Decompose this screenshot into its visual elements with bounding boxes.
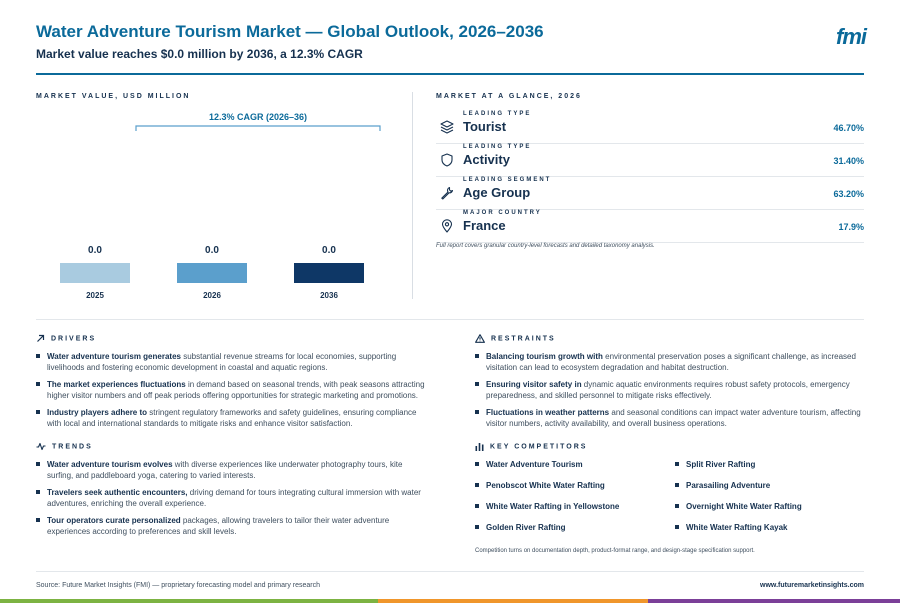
glance-name: Tourist	[463, 119, 507, 134]
column-divider	[412, 92, 413, 299]
glance-row-type	[436, 111, 864, 144]
competitor-item: Split River Rafting	[675, 460, 755, 469]
trend-line-icon	[36, 442, 46, 451]
map-pin-icon	[440, 219, 454, 233]
arrow-up-right-icon	[36, 334, 45, 343]
layers-icon	[440, 120, 454, 134]
page-subtitle: Market value reaches $0.0 million by 2036, a 12.3% CAGR	[36, 47, 363, 61]
source-note: Source: Future Market Insights (FMI) — proprietary forecasting model and primary research	[36, 582, 320, 589]
bar-2026	[177, 263, 247, 283]
footer-band-purple	[648, 599, 900, 603]
trends-list	[36, 459, 426, 543]
competitor-item: Water Adventure Tourism	[475, 460, 583, 469]
bar-2025	[60, 263, 130, 283]
competitor-item: Golden River Rafting	[475, 523, 566, 532]
glance-row-segment	[436, 177, 864, 210]
page-title: Water Adventure Tourism Market — Global Outlook, 2026–2036	[36, 22, 544, 41]
market-value-label: MARKET VALUE, USD MILLION	[36, 93, 191, 100]
competitor-item: Penobscot White Water Rafting	[475, 481, 605, 490]
competitors-heading	[475, 442, 587, 451]
competitor-item: White Water Rafting in Yellowstone	[475, 502, 619, 511]
footer-divider	[36, 571, 864, 572]
restraints-heading	[475, 334, 556, 343]
section-divider	[36, 319, 864, 320]
bar-value-label: 0.0	[322, 245, 336, 256]
glance-share: 31.40%	[833, 156, 864, 166]
fmi-logo[interactable]: fmi	[836, 24, 866, 49]
glance-note: Full report covers granular country-level forecasts and detailed taxonomy analysis.	[436, 243, 655, 249]
footer-band-green	[0, 599, 378, 603]
glance-share: 63.20%	[833, 189, 864, 199]
trends-label: TRENDS	[52, 443, 93, 451]
list-item: Balancing tourism growth with environmental preservation poses a significant challenge, as increased visitation can lead to ecosystem degradation and habitat destruction.	[475, 351, 867, 373]
list-item: The market experiences fluctuations in demand based on seasonal trends, with peak seasons attracting higher visitor numbers and off peak periods offering opportunities for strategic marketing and promotions.	[36, 379, 426, 401]
competitor-item: White Water Rafting Kayak	[675, 523, 788, 532]
drivers-heading	[36, 334, 96, 343]
glance-share: 46.70%	[833, 123, 864, 133]
glance-share: 17.9%	[838, 222, 864, 232]
list-item: Travelers seek authentic encounters, driving demand for tours integrating cultural immersion with water adventures, enriching the overall experience.	[36, 487, 426, 509]
trends-heading	[36, 442, 93, 451]
drivers-list	[36, 351, 426, 435]
footer-band-orange	[378, 599, 648, 603]
bar-value-label: 0.0	[205, 245, 219, 256]
glance-kicker: LEADING SEGMENT	[463, 177, 552, 183]
list-item: Fluctuations in weather patterns and seasonal conditions can impact water adventure tourism, affecting visitor numbers, activity availability, and overall business operations.	[475, 407, 867, 429]
competitors-note: Competition turns on documentation depth, product-format range, and design-stage specification support.	[475, 548, 755, 554]
glance-name: Age Group	[463, 185, 531, 200]
drivers-label: DRIVERS	[51, 335, 97, 343]
glance-name: France	[463, 218, 506, 233]
wrench-icon	[440, 186, 454, 200]
x-tick-label: 2026	[203, 291, 221, 300]
list-item: Ensuring visitor safety in dynamic aquatic environments requires robust safety protocols, emergency preparedness, and skilled personnel to mitigate risks effectively.	[475, 379, 867, 401]
shield-icon	[440, 153, 454, 167]
restraints-label: RESTRAINTS	[491, 335, 556, 343]
website-link[interactable]: www.futuremarketinsights.com	[760, 582, 864, 589]
glance-label: MARKET AT A GLANCE, 2026	[436, 93, 582, 100]
cagr-label: 12.3% CAGR (2026–36)	[208, 112, 308, 122]
competitors-label: KEY COMPETITORS	[490, 443, 588, 451]
bar-chart-icon	[475, 442, 484, 451]
cagr-bracket	[136, 126, 380, 131]
glance-kicker: MAJOR COUNTRY	[463, 210, 542, 216]
list-item: Industry players adhere to stringent regulatory frameworks and safety guidelines, ensuring compliance with local and international standards to mitigate risks and enhance visitor satisfaction.	[36, 407, 426, 429]
glance-kicker: LEADING TYPE	[463, 144, 532, 150]
list-item: Water adventure tourism generates substantial revenue streams for local economies, supporting livelihoods and fostering economic development in coastal and aquatic regions.	[36, 351, 426, 373]
glance-row-country	[436, 210, 864, 243]
glance-kicker: LEADING TYPE	[463, 111, 532, 117]
warning-icon	[475, 334, 485, 343]
x-tick-label: 2036	[320, 291, 338, 300]
list-item: Tour operators curate personalized packages, allowing travelers to tailor their water adventure experiences according to preferences and skill levels.	[36, 515, 426, 537]
glance-name: Activity	[463, 152, 510, 167]
glance-row-activity	[436, 144, 864, 177]
competitor-item: Overnight White Water Rafting	[675, 502, 802, 511]
bar-2036	[294, 263, 364, 283]
restraints-list	[475, 351, 867, 435]
bar-value-label: 0.0	[88, 245, 102, 256]
competitor-item: Parasailing Adventure	[675, 481, 770, 490]
x-tick-label: 2025	[86, 291, 104, 300]
list-item: Water adventure tourism evolves with diverse experiences like underwater photography tours, kite surfing, and paddleboard yoga, catering to varied interests.	[36, 459, 426, 481]
